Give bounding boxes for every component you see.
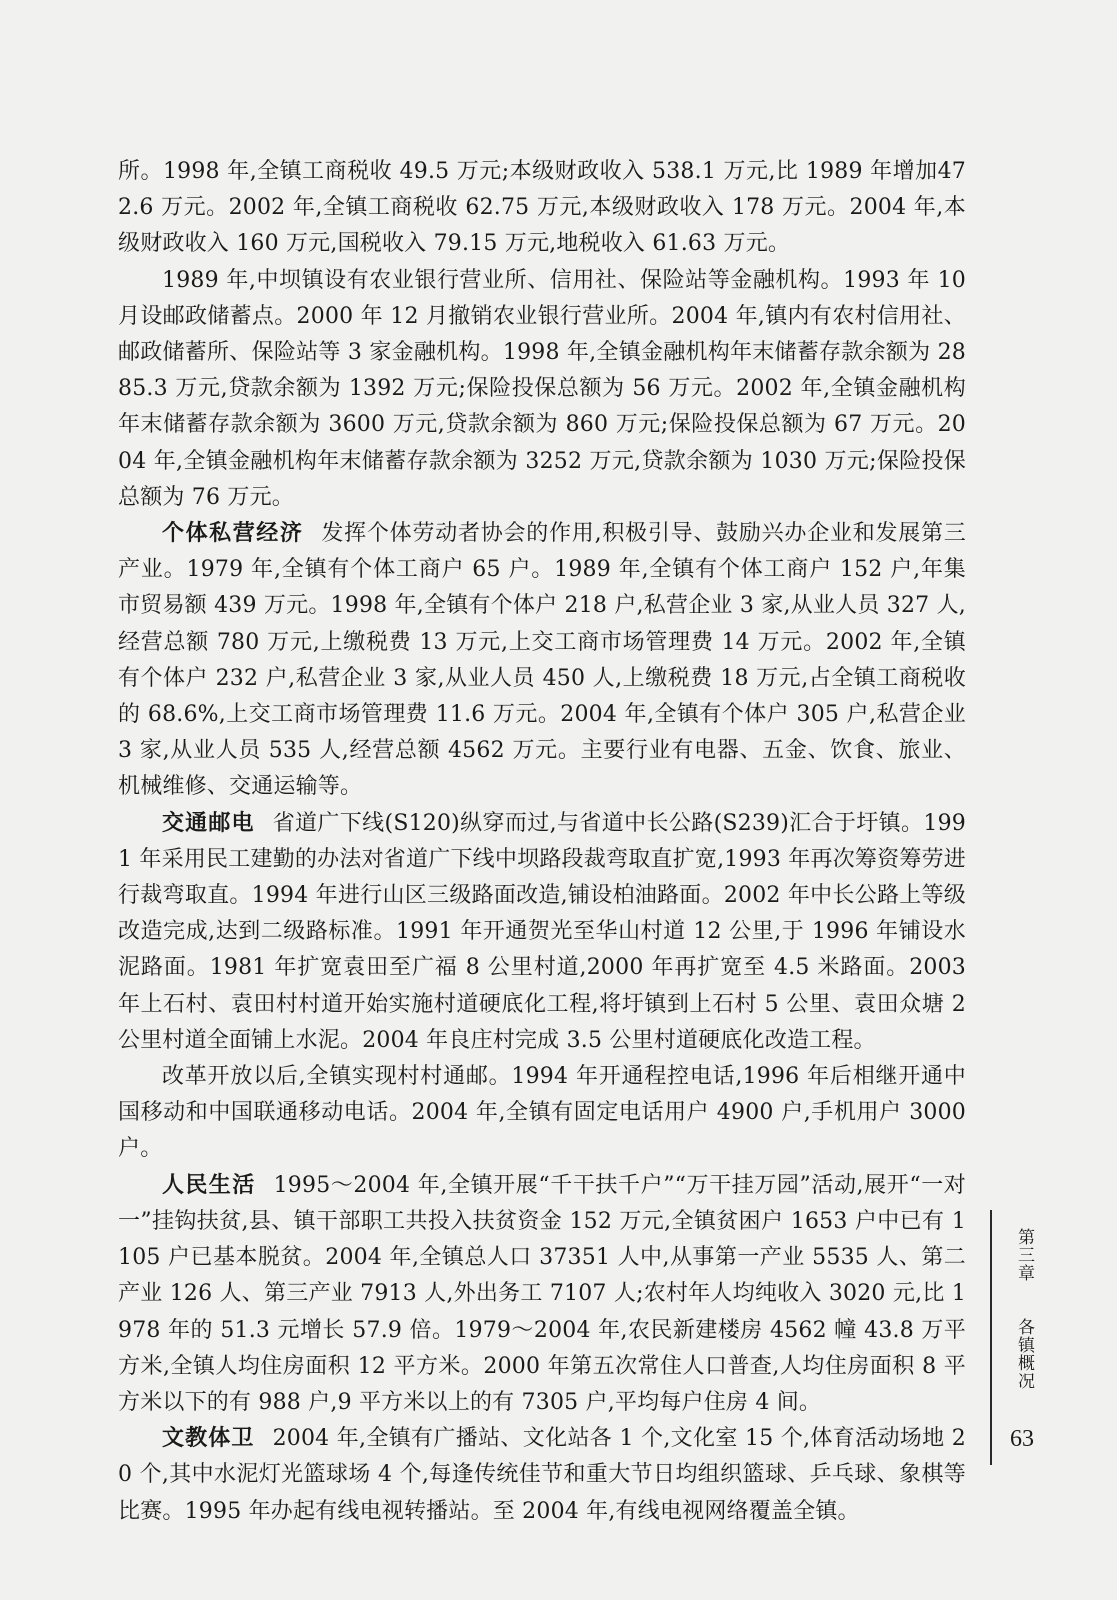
paragraph-telecom: 改革开放以后,全镇实现村村通邮。1994 年开通程控电话,1996 年后相继开通中国移动和中国联通移动电话。2004 年,全镇有固定电话用户 4900 户,手机用户 3000 户。 — [118, 1064, 966, 1162]
section-heading-transport-post: 交通邮电 — [162, 810, 255, 836]
side-divider-line — [990, 1210, 992, 1465]
section-heading-culture-education: 文教体卫 — [162, 1426, 255, 1452]
page-number: 63 — [1010, 1426, 1034, 1452]
section-heading-living-standards: 人民生活 — [162, 1172, 256, 1198]
paragraph-culture-education: 文教体卫 2004 年,全镇有广播站、文化站各 1 个,文化室 15 个,体育活动场地 20 个,其中水泥灯光篮球场 4 个,每逢传统佳节和重大节日均组织篮球、乒乓球、象棋等比赛。1995 年办起有线电视转播站。至 2004 年,有线电视网络覆盖全镇。 — [118, 1426, 966, 1524]
chapter-label: 第三章 — [1014, 1228, 1034, 1282]
chapter-title: 各镇概况 — [1014, 1318, 1034, 1390]
paragraph-finance-continued: 所。1998 年,全镇工商税收 49.5 万元;本级财政收入 538.1 万元,比 1989 年增加472.6 万元。2002 年,全镇工商税收 62.75 万元,本级财政收入 178 万元。2004 年,本级财政收入 160 万元,国税收入 79.15 万元,地税收入 61.63 万元。 — [118, 159, 966, 257]
paragraph-living-standards: 人民生活 1995～2004 年,全镇开展“千干扶千户”“万干挂万园”活动,展开“一对一”挂钩扶贫,县、镇干部职工共投入扶贫资金 152 万元,全镇贫困户 1653 户中已有 1105 户已基本脱贫。2004 年,全镇总人口 37351 人中,从事第一产业 5535 人、第二产业 126 人、第三产业 7913 人,外出务工 7107 人;农村年人均纯收入 3020 元,比 1978 年的 51.3 元增长 57.9 倍。1979～2004 年,农民新建楼房 4562 幢 43.8 万平方米,全镇人均住房面积 12 平方米。2000 年第五次常住人口普查,人均住房面积 8 平方米以下的有 988 户,9 平方米以上的有 7305 户,平均每户住房 4 间。 — [118, 1172, 966, 1415]
paragraph-private-economy: 个体私营经济 发挥个体劳动者协会的作用,积极引导、鼓励兴办企业和发展第三产业。1979 年,全镇有个体工商户 65 户。1989 年,全镇有个体工商户 152 户,年集市贸易额 439 万元。1998 年,全镇有个体户 218 户,私营企业 3 家,从业人员 327 人,经营总额 780 万元,上缴税费 13 万元,上交工商市场管理费 14 万元。2002 年,全镇有个体户 232 户,私营企业 3 家,从业人员 450 人,上缴税费 18 万元,占全镇工商税收的 68.6%,上交工商市场管理费 11.6 万元。2004 年,全镇有个体户 305 户,私营企业 3 家,从业人员 535 人,经营总额 4562 万元。主要行业有电器、五金、饮食、旅业、机械维修、交通运输等。 — [118, 521, 966, 800]
body-text — [118, 154, 966, 1530]
section-heading-private-economy: 个体私营经济 — [162, 521, 304, 547]
paragraph-financial-institutions: 1989 年,中坝镇设有农业银行营业所、信用社、保险站等金融机构。1993 年 10 月设邮政储蓄点。2000 年 12 月撤销农业银行营业所。2004 年,镇内有农村信用社、邮政储蓄所、保险站等 3 家金融机构。1998 年,全镇金融机构年末储蓄存款余额为 2885.3 万元,贷款余额为 1392 万元;保险投保总额为 56 万元。2002 年,全镇金融机构年末储蓄存款余额为 3600 万元,贷款余额为 860 万元;保险投保总额为 67 万元。2004 年,全镇金融机构年末储蓄存款余额为 3252 万元,贷款余额为 1030 万元;保险投保总额为 76 万元。 — [118, 267, 966, 510]
paragraph-transport-post: 交通邮电 省道广下线(S120)纵穿而过,与省道中长公路(S239)汇合于圩镇。1991 年采用民工建勤的办法对省道广下线中坝路段裁弯取直扩宽,1993 年再次筹资筹劳进行裁弯取直。1994 年进行山区三级路面改造,铺设柏油路面。2002 年中长公路上等级改造完成,达到二级路标准。1991 年开通贺光至华山村道 12 公里,于 1996 年铺设水泥路面。1981 年扩宽袁田至广福 8 公里村道,2000 年再扩宽至 4.5 米路面。2003 年上石村、袁田村村道开始实施村道硬底化工程,将圩镇到上石村 5 公里、袁田众塘 2 公里村道全面铺上水泥。2004 年良庄村完成 3.5 公里村道硬底化改造工程。 — [118, 810, 966, 1053]
